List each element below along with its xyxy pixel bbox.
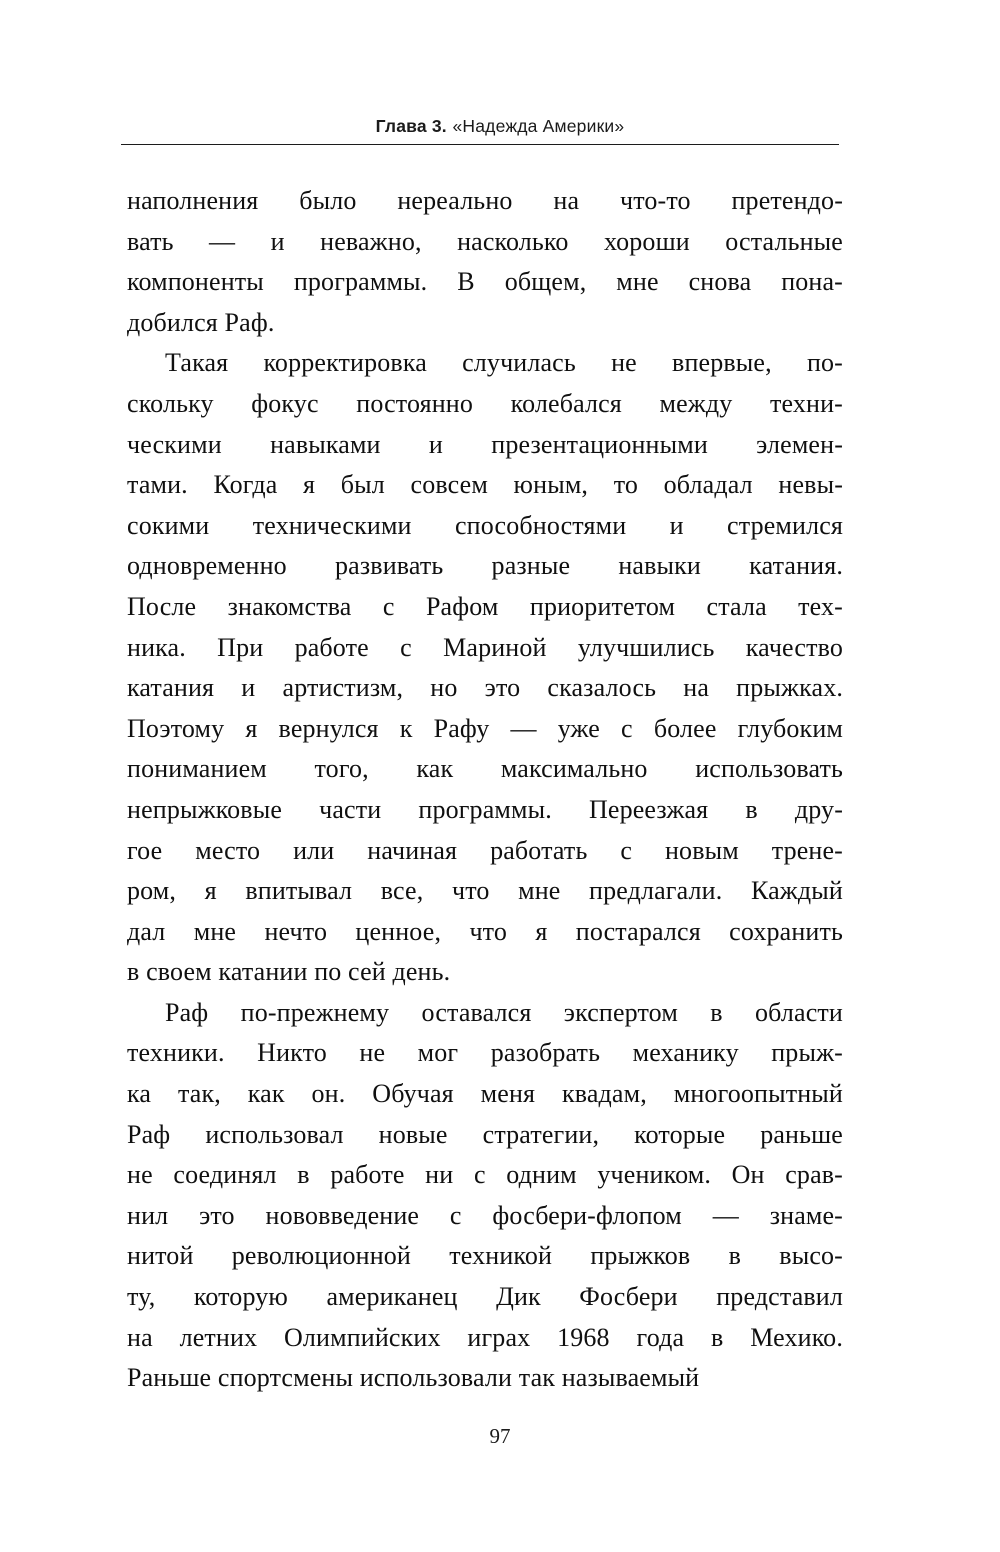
text-line: нил это нововведение с фосбери-флопом — знаме- xyxy=(127,1200,843,1230)
text-line: Раф использовал новые стратегии, которые раньше xyxy=(127,1119,843,1149)
text-line: в своем катании по сей день. xyxy=(127,957,451,987)
text-line: не соединял в работе ни с одним учеником. Он срав- xyxy=(127,1160,843,1190)
text-line: наполнения было нереально на что-то претендо- xyxy=(127,186,843,215)
text-line: на летних Олимпийских играх 1968 года в Мехико. xyxy=(127,1322,843,1352)
text-line: техники. Никто не мог разобрать механику прыж- xyxy=(127,1038,843,1068)
text-line: вать — и неважно, насколько хороши остальные xyxy=(127,226,843,256)
text-line: пониманием того, как максимально использовать xyxy=(127,754,843,784)
text-line: одновременно развивать разные навыки катания. xyxy=(127,551,843,581)
text-line: Раньше спортсмены использовали так называемый xyxy=(127,1363,700,1393)
text-line: нитой революционной техникой прыжков в высо- xyxy=(127,1241,843,1271)
text-line: непрыжковые части программы. Переезжая в дру- xyxy=(127,794,843,824)
text-line: катания и артистизм, но это сказалось на прыжках. xyxy=(127,673,843,703)
text-line: ту, которую американец Дик Фосбери представил xyxy=(127,1282,843,1312)
text-line: дал мне нечто ценное, что я постарался сохранить xyxy=(127,916,843,946)
text-line: Поэтому я вернулся к Рафу — уже с более глубоким xyxy=(127,713,843,743)
text-line: Раф по-прежнему оставался экспертом в области xyxy=(165,997,843,1027)
body-text xyxy=(127,181,843,1399)
running-head xyxy=(0,116,1000,137)
text-line: компоненты программы. В общем, мне снова пона- xyxy=(127,267,843,297)
text-line: ром, я впитывал все, что мне предлагали. Каждый xyxy=(127,876,843,906)
header-rule xyxy=(121,144,839,145)
chapter-label: Глава 3. xyxy=(375,116,447,136)
text-line: ка так, как он. Обучая меня квадам, многоопытный xyxy=(127,1079,843,1109)
text-line: Такая корректировка случилась не впервые, по- xyxy=(165,348,843,378)
text-line: гое место или начиная работать с новым трене- xyxy=(127,835,843,865)
text-line: добился Раф. xyxy=(127,307,275,337)
text-line: сокими техническими способностями и стремился xyxy=(127,510,843,540)
page-number: 97 xyxy=(489,1424,511,1448)
text-line: тами. Когда я был совсем юным, то обладал невы- xyxy=(127,470,843,500)
text-line: скольку фокус постоянно колебался между техни- xyxy=(127,388,843,418)
text-line: После знакомства с Рафом приоритетом стала тех- xyxy=(127,591,843,621)
text-line: ческими навыками и презентационными элемен- xyxy=(127,429,843,459)
chapter-title: «Надежда Америки» xyxy=(452,116,625,136)
text-line: ника. При работе с Мариной улучшились качество xyxy=(127,632,843,662)
